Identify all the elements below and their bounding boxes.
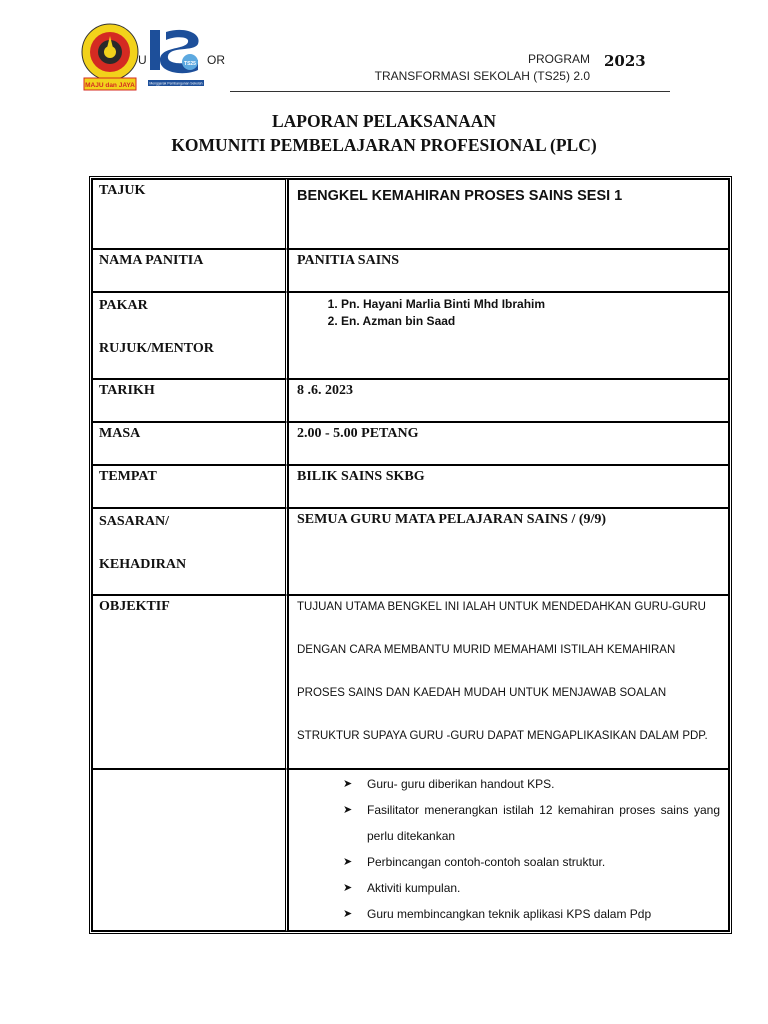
row-tajuk: [92, 179, 729, 249]
arrow-bullet-icon: ➤: [343, 856, 353, 868]
sasaran-label-line1: SASARAN/: [99, 514, 170, 529]
value-tempat: BILIK SAINS SKBG: [288, 465, 729, 508]
pakar-label-line1: PAKAR: [99, 298, 148, 313]
pakar-list: [297, 296, 720, 330]
row-pakar: [92, 292, 729, 379]
row-objektif: [92, 595, 729, 769]
ts25-logo: [146, 24, 206, 90]
header-fragment-right: OR: [207, 53, 225, 67]
value-aktiviti: [288, 769, 729, 931]
arrow-bullet-icon: ➤: [343, 908, 353, 920]
value-masa: 2.00 - 5.00 PETANG: [288, 422, 729, 465]
value-objektif: [288, 595, 729, 769]
value-tarikh: 8 .6. 2023: [288, 379, 729, 422]
row-aktiviti: [92, 769, 729, 931]
header-year: 2023: [604, 52, 646, 70]
aktiviti-list: [297, 771, 720, 927]
program-line1: PROGRAM: [527, 52, 590, 66]
pakar-item: 1. Pn. Hayani Marlia Binti Mhd Ibrahim: [341, 296, 720, 313]
report-title-line2: KOMUNITI PEMBELAJARAN PROFESIONAL (PLC): [171, 135, 597, 155]
school-crest-logo: [80, 22, 140, 92]
row-masa: [92, 422, 729, 465]
program-header: [375, 51, 590, 85]
label-masa: MASA: [92, 422, 288, 465]
arrow-bullet-icon: ➤: [343, 778, 353, 790]
label-tempat: TEMPAT: [92, 465, 288, 508]
label-objektif: OBJEKTIF: [92, 595, 288, 769]
row-tarikh: [92, 379, 729, 422]
label-panitia: NAMA PANITIA: [92, 249, 288, 292]
label-aktiviti: [92, 769, 288, 931]
arrow-bullet-icon: ➤: [343, 804, 353, 816]
header-divider: [230, 91, 670, 92]
sasaran-label-line2: KEHADIRAN: [99, 557, 187, 572]
report-title-line1: LAPORAN PELAKSANAAN: [271, 111, 497, 131]
aktiviti-item: ➤ Perbincangan contoh-contoh soalan struktur.: [343, 849, 720, 875]
header-fragment-left: U: [138, 53, 147, 67]
aktiviti-item: ➤ Aktiviti kumpulan.: [343, 875, 720, 901]
logo1-motto: MAJU dan JAYA: [85, 82, 135, 89]
row-sasaran: [92, 508, 729, 595]
aktiviti-item: ➤ Fasilitator menerangkan istilah 12 kemahiran proses sains yang perlu ditekankan: [343, 797, 720, 849]
row-tempat: [92, 465, 729, 508]
objektif-text: TUJUAN UTAMA BENGKEL INI IALAH UNTUK MENDEDAHKAN GURU-GURU DENGAN CARA MEMBANTU MURID MEMAHAMI ISTILAH KEMAHIRAN PROSES SAINS DAN KAEDAH MUDAH UNTUK MENJAWAB SOALAN STRUKTUR SUPAYA GURU -GURU DAPAT MENGAPLIKASIKAN DALAM PDP.: [297, 601, 708, 742]
report-table: [89, 176, 732, 934]
value-pakar: [288, 292, 729, 379]
value-panitia: PANITIA SAINS: [288, 249, 729, 292]
pakar-item: 2. En. Azman bin Saad: [341, 313, 720, 330]
aktiviti-item: ➤ Guru- guru diberikan handout KPS.: [343, 771, 720, 797]
row-panitia: [92, 249, 729, 292]
logo2-text: TS25: [184, 61, 196, 67]
value-sasaran: SEMUA GURU MATA PELAJARAN SAINS / (9/9): [288, 508, 729, 595]
aktiviti-item: ➤ Guru membincangkan teknik aplikasi KPS dalam Pdp: [343, 901, 720, 927]
label-pakar: [92, 292, 288, 379]
label-tarikh: TARIKH: [92, 379, 288, 422]
logo2-caption: Menggerak Pembangunan Sekolah: [149, 81, 203, 86]
pakar-label-line2: RUJUK/MENTOR: [99, 341, 214, 356]
label-sasaran: [92, 508, 288, 595]
arrow-bullet-icon: ➤: [343, 882, 353, 894]
tajuk-text: BENGKEL KEMAHIRAN PROSES SAINS SESI 1: [297, 188, 623, 204]
value-tajuk: [288, 179, 729, 249]
label-tajuk: TAJUK: [92, 179, 288, 249]
program-line2: TRANSFORMASI SEKOLAH (TS25) 2.0: [374, 69, 590, 83]
